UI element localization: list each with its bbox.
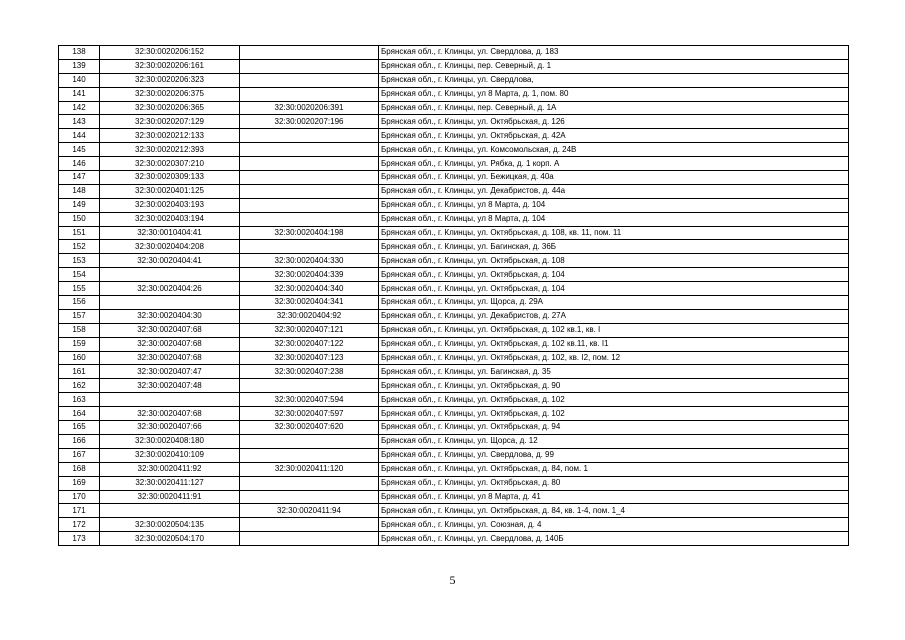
row-number-cell: 143 [59,115,100,129]
linked-cadastral-number-cell [240,532,379,546]
linked-cadastral-number-cell: 32:30:0020407:238 [240,365,379,379]
cadastral-number-cell: 32:30:0020206:323 [100,73,240,87]
linked-cadastral-number-cell [240,171,379,185]
row-number-cell: 142 [59,101,100,115]
linked-cadastral-number-cell [240,490,379,504]
property-registry-table [58,45,849,546]
row-number-cell: 159 [59,337,100,351]
address-cell: Брянская обл., г. Клинцы, ул. Октябрьская, д. 84, кв. 1-4, пом. 1_4 [379,504,849,518]
table-row [59,282,849,296]
row-number-cell: 141 [59,87,100,101]
row-number-cell: 150 [59,212,100,226]
row-number-cell: 138 [59,46,100,60]
address-cell: Брянская обл., г. Клинцы, ул. Рябка, д. 1 корп. А [379,157,849,171]
row-number-cell: 139 [59,59,100,73]
row-number-cell: 158 [59,323,100,337]
address-cell: Брянская обл., г. Клинцы, ул. Бежицкая, д. 40а [379,171,849,185]
linked-cadastral-number-cell: 32:30:0020404:340 [240,282,379,296]
address-cell: Брянская обл., г. Клинцы, ул. Октябрьская, д. 94 [379,421,849,435]
table-row [59,393,849,407]
row-number-cell: 170 [59,490,100,504]
table-row [59,171,849,185]
row-number-cell: 162 [59,379,100,393]
row-number-cell: 169 [59,476,100,490]
table-row [59,504,849,518]
page-number: 5 [449,573,456,587]
address-cell: Брянская обл., г. Клинцы, ул. Багинская, д. 35 [379,365,849,379]
linked-cadastral-number-cell: 32:30:0020404:330 [240,254,379,268]
address-cell: Брянская обл., г. Клинцы, ул. Октябрьская, д. 90 [379,379,849,393]
address-cell: Брянская обл., г. Клинцы, ул. Декабристов, д. 27А [379,309,849,323]
registry-table-body [59,46,849,546]
cadastral-number-cell: 32:30:0020212:393 [100,143,240,157]
linked-cadastral-number-cell [240,379,379,393]
row-number-cell: 147 [59,171,100,185]
cadastral-number-cell: 32:30:0020411:91 [100,490,240,504]
linked-cadastral-number-cell [240,129,379,143]
linked-cadastral-number-cell: 32:30:0020404:339 [240,268,379,282]
table-row [59,532,849,546]
linked-cadastral-number-cell: 32:30:0020407:594 [240,393,379,407]
table-row [59,337,849,351]
address-cell: Брянская обл., г. Клинцы, ул 8 Марта, д. 41 [379,490,849,504]
table-row [59,421,849,435]
address-cell: Брянская обл., г. Клинцы, ул. Октябрьская, д. 102 [379,407,849,421]
cadastral-number-cell: 32:30:0010404:41 [100,226,240,240]
table-row [59,365,849,379]
linked-cadastral-number-cell [240,448,379,462]
address-cell: Брянская обл., г. Клинцы, пер. Северный, д. 1 [379,59,849,73]
table-row [59,115,849,129]
table-row [59,198,849,212]
row-number-cell: 168 [59,462,100,476]
row-number-cell: 161 [59,365,100,379]
address-cell: Брянская обл., г. Клинцы, ул. Свердлова, д. 140Б [379,532,849,546]
table-row [59,518,849,532]
row-number-cell: 157 [59,309,100,323]
cadastral-number-cell: 32:30:0020212:133 [100,129,240,143]
cadastral-number-cell: 32:30:0020307:210 [100,157,240,171]
address-cell: Брянская обл., г. Клинцы, ул. Октябрьская, д. 108, кв. 11, пом. 11 [379,226,849,240]
cadastral-number-cell [100,504,240,518]
row-number-cell: 163 [59,393,100,407]
table-row [59,323,849,337]
row-number-cell: 153 [59,254,100,268]
linked-cadastral-number-cell: 32:30:0020407:597 [240,407,379,421]
address-cell: Брянская обл., г. Клинцы, ул. Октябрьская, д. 102 кв.1, кв. I [379,323,849,337]
cadastral-number-cell: 32:30:0020404:208 [100,240,240,254]
cadastral-number-cell: 32:30:0020504:135 [100,518,240,532]
address-cell: Брянская обл., г. Клинцы, ул. Октябрьская, д. 108 [379,254,849,268]
row-number-cell: 148 [59,184,100,198]
table-row [59,157,849,171]
address-cell: Брянская обл., г. Клинцы, ул 8 Марта, д. 104 [379,198,849,212]
linked-cadastral-number-cell [240,212,379,226]
table-row [59,59,849,73]
row-number-cell: 166 [59,434,100,448]
address-cell: Брянская обл., г. Клинцы, ул. Щорса, д. 12 [379,434,849,448]
linked-cadastral-number-cell [240,73,379,87]
cadastral-number-cell: 32:30:0020407:68 [100,323,240,337]
linked-cadastral-number-cell [240,184,379,198]
cadastral-number-cell: 32:30:0020407:68 [100,407,240,421]
cadastral-number-cell: 32:30:0020206:365 [100,101,240,115]
address-cell: Брянская обл., г. Клинцы, ул. Октябрьская, д. 84, пом. 1 [379,462,849,476]
linked-cadastral-number-cell [240,46,379,60]
table-row [59,448,849,462]
table-row [59,407,849,421]
cadastral-number-cell: 32:30:0020408:180 [100,434,240,448]
table-row [59,129,849,143]
address-cell: Брянская обл., г. Клинцы, ул. Октябрьская, д. 102, кв. I2, пом. 12 [379,351,849,365]
row-number-cell: 164 [59,407,100,421]
cadastral-number-cell: 32:30:0020206:375 [100,87,240,101]
linked-cadastral-number-cell: 32:30:0020411:120 [240,462,379,476]
table-row [59,309,849,323]
table-row [59,351,849,365]
row-number-cell: 140 [59,73,100,87]
address-cell: Брянская обл., г. Клинцы, ул. Октябрьская, д. 102 [379,393,849,407]
cadastral-number-cell: 32:30:0020309:133 [100,171,240,185]
table-row [59,46,849,60]
linked-cadastral-number-cell: 32:30:0020404:92 [240,309,379,323]
cadastral-number-cell: 32:30:0020504:170 [100,532,240,546]
cadastral-number-cell: 32:30:0020407:68 [100,351,240,365]
address-cell: Брянская обл., г. Клинцы, ул. Свердлова, д. 99 [379,448,849,462]
cadastral-number-cell: 32:30:0020206:152 [100,46,240,60]
row-number-cell: 171 [59,504,100,518]
row-number-cell: 154 [59,268,100,282]
cadastral-number-cell: 32:30:0020407:48 [100,379,240,393]
linked-cadastral-number-cell: 32:30:0020404:341 [240,296,379,310]
address-cell: Брянская обл., г. Клинцы, ул. Октябрьская, д. 42А [379,129,849,143]
address-cell: Брянская обл., г. Клинцы, ул. Комсомольская, д. 24В [379,143,849,157]
linked-cadastral-number-cell [240,434,379,448]
table-row [59,240,849,254]
linked-cadastral-number-cell [240,143,379,157]
linked-cadastral-number-cell [240,518,379,532]
linked-cadastral-number-cell: 32:30:0020407:121 [240,323,379,337]
linked-cadastral-number-cell: 32:30:0020206:391 [240,101,379,115]
row-number-cell: 149 [59,198,100,212]
cadastral-number-cell [100,393,240,407]
cadastral-number-cell: 32:30:0020410:109 [100,448,240,462]
table-row [59,462,849,476]
row-number-cell: 165 [59,421,100,435]
cadastral-number-cell: 32:30:0020404:30 [100,309,240,323]
linked-cadastral-number-cell: 32:30:0020407:620 [240,421,379,435]
address-cell: Брянская обл., г. Клинцы, ул. Свердлова, [379,73,849,87]
linked-cadastral-number-cell [240,476,379,490]
linked-cadastral-number-cell [240,87,379,101]
row-number-cell: 156 [59,296,100,310]
cadastral-number-cell [100,296,240,310]
address-cell: Брянская обл., г. Клинцы, ул. Октябрьская, д. 104 [379,268,849,282]
cadastral-number-cell: 32:30:0020207:129 [100,115,240,129]
table-row [59,476,849,490]
cadastral-number-cell: 32:30:0020404:26 [100,282,240,296]
linked-cadastral-number-cell [240,157,379,171]
row-number-cell: 146 [59,157,100,171]
table-row [59,73,849,87]
table-row [59,490,849,504]
table-row [59,87,849,101]
row-number-cell: 173 [59,532,100,546]
linked-cadastral-number-cell: 32:30:0020411:94 [240,504,379,518]
linked-cadastral-number-cell: 32:30:0020404:198 [240,226,379,240]
address-cell: Брянская обл., г. Клинцы, ул. Октябрьская, д. 126 [379,115,849,129]
cadastral-number-cell: 32:30:0020407:47 [100,365,240,379]
address-cell: Брянская обл., г. Клинцы, ул 8 Марта, д. 104 [379,212,849,226]
cadastral-number-cell: 32:30:0020407:66 [100,421,240,435]
table-row [59,254,849,268]
address-cell: Брянская обл., г. Клинцы, ул. Союзная, д. 4 [379,518,849,532]
address-cell: Брянская обл., г. Клинцы, пер. Северный, д. 1А [379,101,849,115]
cadastral-number-cell: 32:30:0020403:194 [100,212,240,226]
table-row [59,226,849,240]
table-row [59,212,849,226]
linked-cadastral-number-cell: 32:30:0020407:123 [240,351,379,365]
cadastral-number-cell: 32:30:0020403:193 [100,198,240,212]
linked-cadastral-number-cell: 32:30:0020207:196 [240,115,379,129]
address-cell: Брянская обл., г. Клинцы, ул. Свердлова, д. 183 [379,46,849,60]
linked-cadastral-number-cell [240,59,379,73]
address-cell: Брянская обл., г. Клинцы, ул. Октябрьская, д. 104 [379,282,849,296]
row-number-cell: 144 [59,129,100,143]
table-row [59,434,849,448]
row-number-cell: 155 [59,282,100,296]
address-cell: Брянская обл., г. Клинцы, ул 8 Марта, д. 1, пом. 80 [379,87,849,101]
table-row [59,143,849,157]
table-row [59,296,849,310]
table-row [59,268,849,282]
address-cell: Брянская обл., г. Клинцы, ул. Багинская, д. 36Б [379,240,849,254]
row-number-cell: 172 [59,518,100,532]
linked-cadastral-number-cell [240,240,379,254]
linked-cadastral-number-cell [240,198,379,212]
address-cell: Брянская обл., г. Клинцы, ул. Щорса, д. 29А [379,296,849,310]
row-number-cell: 151 [59,226,100,240]
row-number-cell: 145 [59,143,100,157]
cadastral-number-cell: 32:30:0020401:125 [100,184,240,198]
address-cell: Брянская обл., г. Клинцы, ул. Октябрьская, д. 80 [379,476,849,490]
table-row [59,379,849,393]
linked-cadastral-number-cell: 32:30:0020407:122 [240,337,379,351]
row-number-cell: 167 [59,448,100,462]
row-number-cell: 160 [59,351,100,365]
table-row [59,101,849,115]
address-cell: Брянская обл., г. Клинцы, ул. Октябрьская, д. 102 кв.11, кв. I1 [379,337,849,351]
cadastral-number-cell: 32:30:0020404:41 [100,254,240,268]
cadastral-number-cell: 32:30:0020411:127 [100,476,240,490]
cadastral-number-cell [100,268,240,282]
address-cell: Брянская обл., г. Клинцы, ул. Декабристов, д. 44а [379,184,849,198]
cadastral-number-cell: 32:30:0020206:161 [100,59,240,73]
cadastral-number-cell: 32:30:0020407:68 [100,337,240,351]
table-row [59,184,849,198]
cadastral-number-cell: 32:30:0020411:92 [100,462,240,476]
row-number-cell: 152 [59,240,100,254]
